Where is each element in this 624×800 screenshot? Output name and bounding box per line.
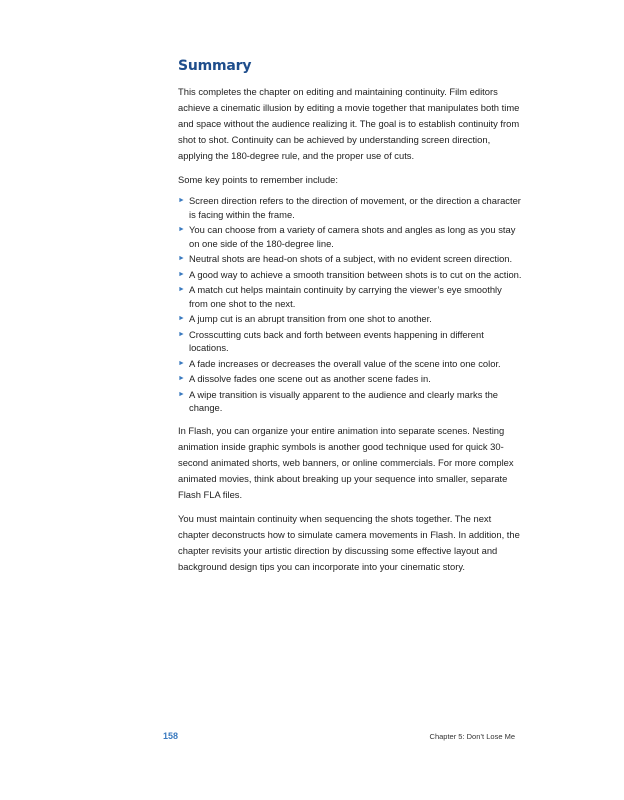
list-item: ► Crosscutting cuts back and forth between events happening in different locations. <box>178 328 484 353</box>
key-points-lead: Some key points to remember include: <box>178 174 338 185</box>
triangle-bullet-icon: ► <box>178 359 185 367</box>
triangle-bullet-icon: ► <box>178 255 185 262</box>
page-content <box>178 58 523 575</box>
list-item: ► Screen direction refers to the direction of movement, or the direction a character is facing within the frame. <box>178 195 521 220</box>
list-item: ► A jump cut is an abrupt transition from one shot to another. <box>178 313 432 324</box>
page-number: 158 <box>163 731 179 741</box>
triangle-bullet-icon: ► <box>178 270 185 278</box>
list-item: ► A match cut helps maintain continuity by carrying the viewer’s eye smoothly from one shot to the next. <box>178 284 502 309</box>
key-points-list <box>178 194 523 415</box>
flash-paragraph: In Flash, you can organize your entire animation into separate scenes. Nesting animation inside graphic symbols is another good technique used for quick 30-second animated shorts, web banners, or online commercials. For more complex animated movies, think about breaking up your sequence into smaller, separate Flash FLA files. <box>178 424 514 500</box>
triangle-bullet-icon: ► <box>178 390 185 398</box>
list-item: ► A good way to achieve a smooth transition between shots is to cut on the action. <box>178 268 522 280</box>
triangle-bullet-icon: ► <box>178 226 185 233</box>
closing-paragraph: You must maintain continuity when sequencing the shots together. The next chapter deconstructs how to simulate camera movements in Flash. In addition, the chapter revisits your artistic direction by discussing some effective layout and background design tips you can incorporate into your cinematic story. <box>178 512 520 572</box>
list-item: ► A wipe transition is visually apparent to the audience and clearly marks the change. <box>178 388 499 413</box>
chapter-running-head: Chapter 5: Don’t Lose Me <box>429 732 515 741</box>
section-title: Summary <box>178 58 252 74</box>
triangle-bullet-icon: ► <box>178 286 185 293</box>
list-item: ► A dissolve fades one scene out as another scene fades in. <box>178 373 431 384</box>
list-item: ► Neutral shots are head-on shots of a subject, with no evident screen direction. <box>178 253 513 264</box>
triangle-bullet-icon: ► <box>178 375 185 382</box>
list-item: ► A fade increases or decreases the overall value of the scene into one color. <box>178 357 501 369</box>
list-item: ► You can choose from a variety of camera shots and angles as long as you stay on one side of the 180-degree line. <box>178 224 516 249</box>
page-footer <box>163 731 515 745</box>
triangle-bullet-icon: ► <box>178 315 185 322</box>
triangle-bullet-icon: ► <box>178 330 185 338</box>
intro-paragraph: This completes the chapter on editing and maintaining continuity. Film editors achieve a cinematic illusion by editing a movie together that manipulates both time and space without the audience realizing it. The goal is to establish continuity from shot to shot. Continuity can be achieved by understanding screen direction, applying the 180-degree rule, and the proper use of cuts. <box>178 86 520 161</box>
triangle-bullet-icon: ► <box>178 197 185 204</box>
